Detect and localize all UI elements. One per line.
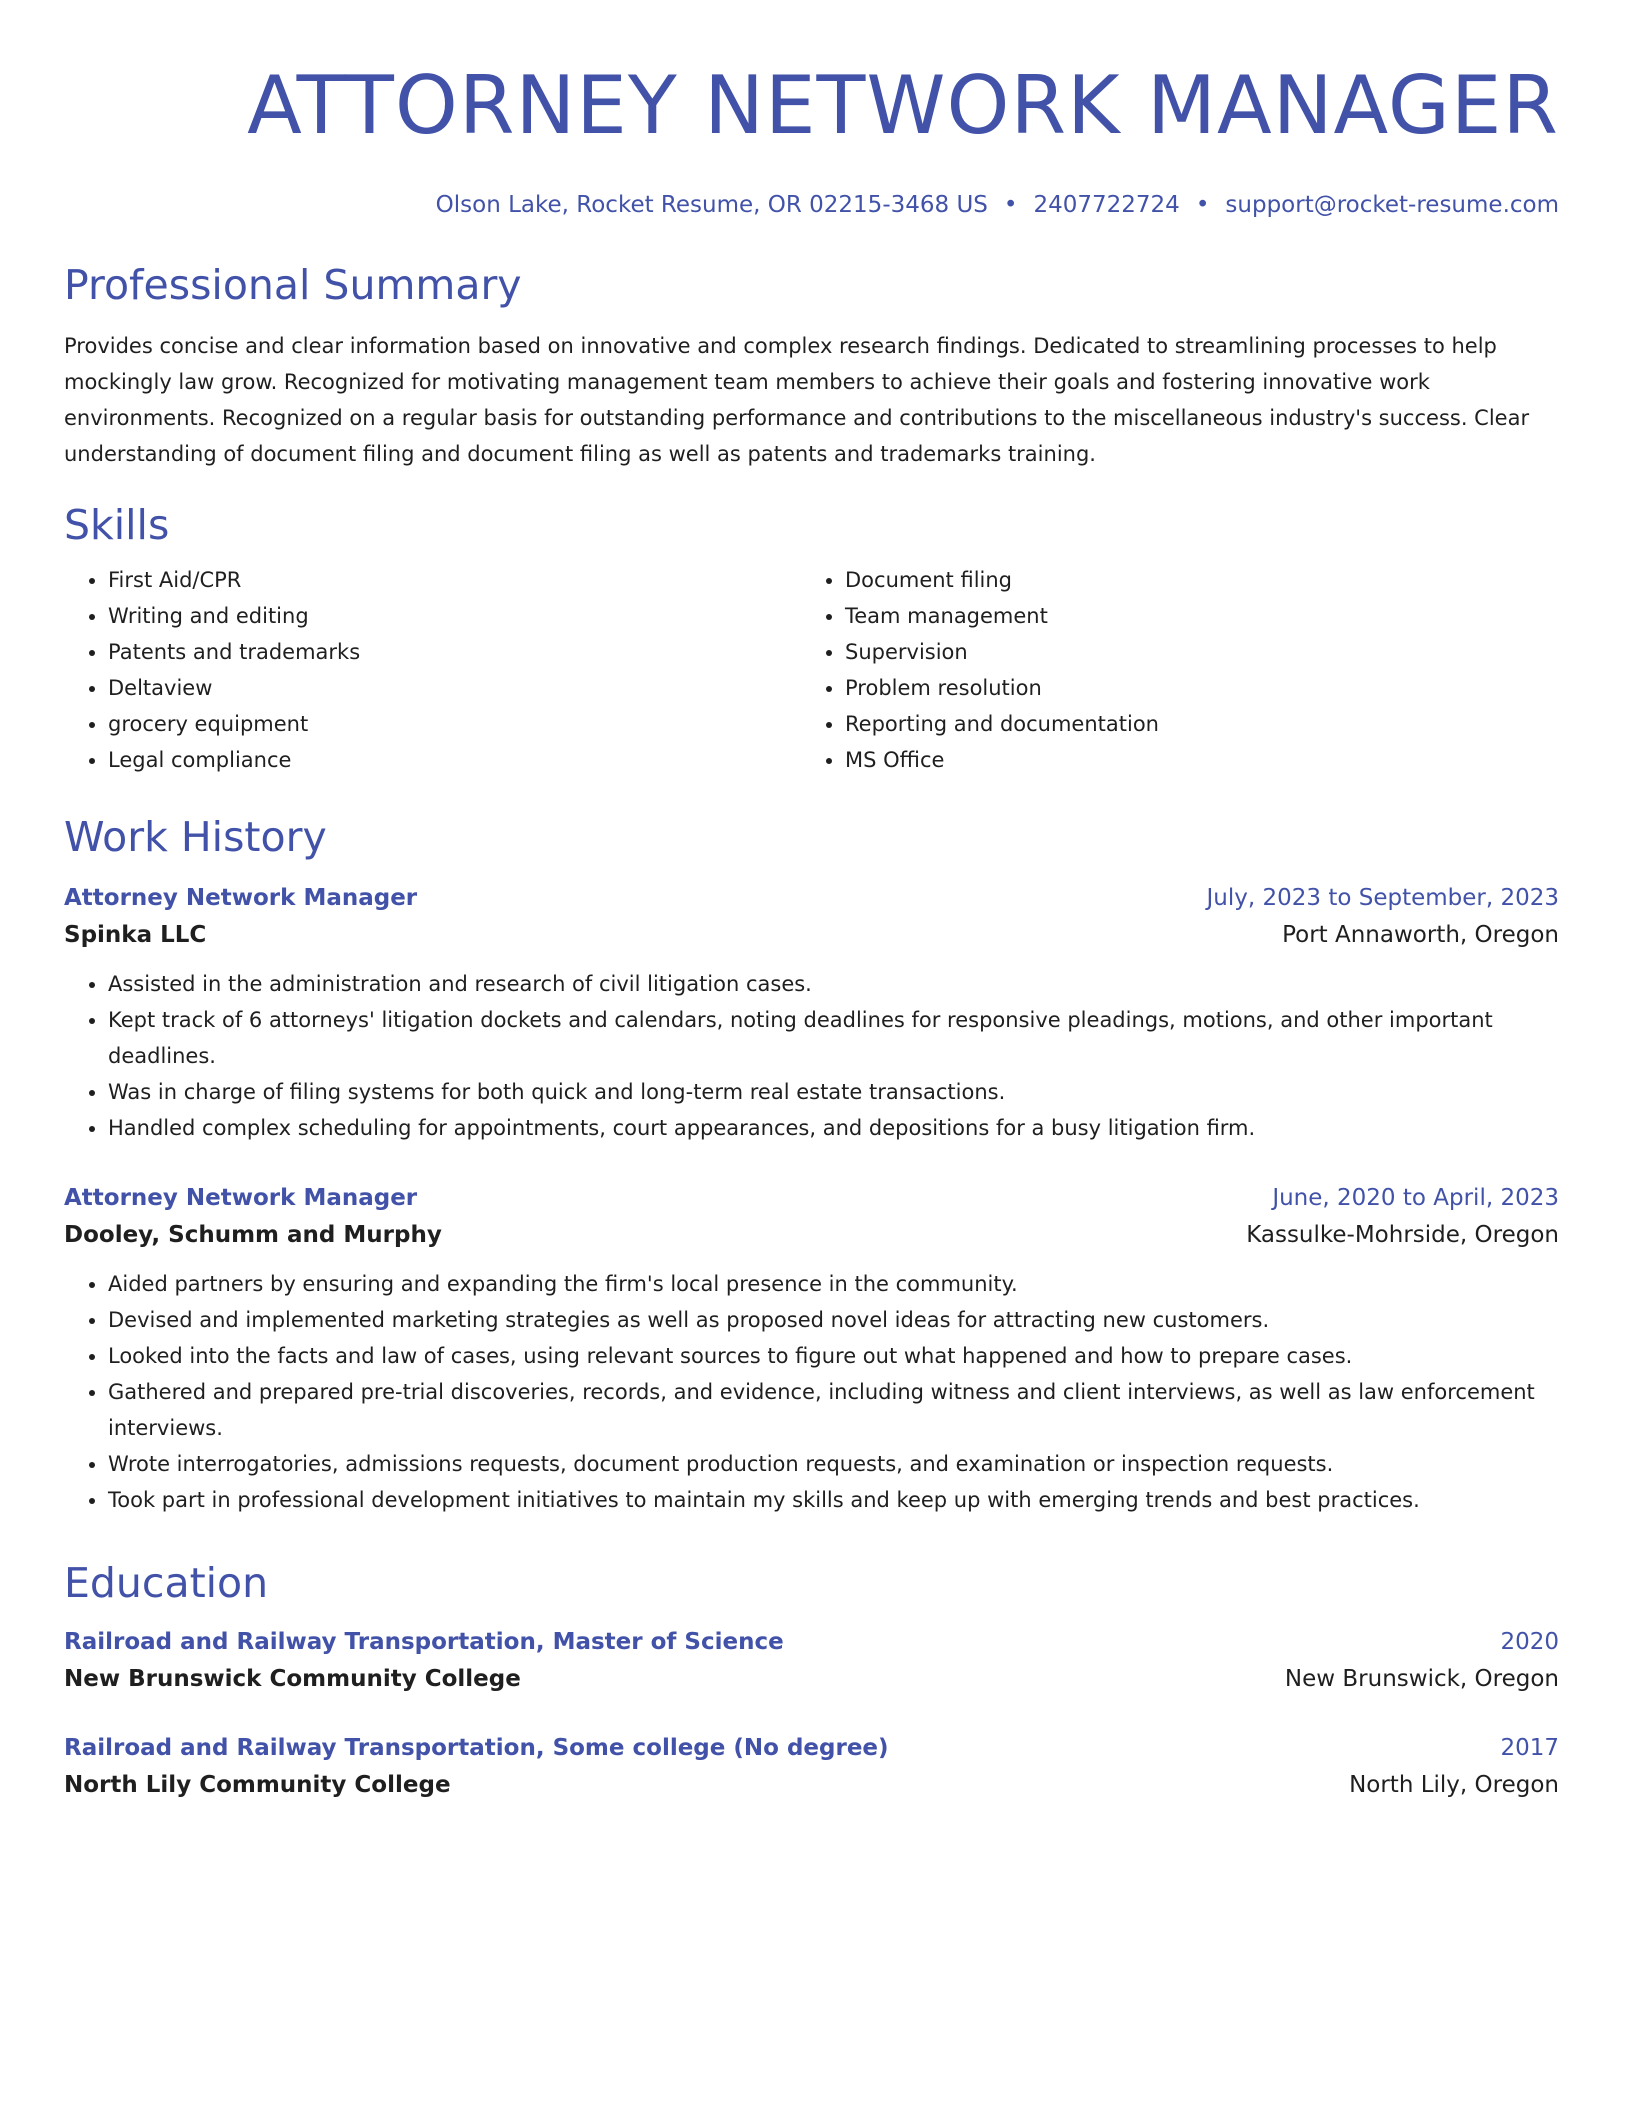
summary-heading: Professional Summary [64, 261, 522, 309]
education-entry [64, 1624, 1559, 1698]
job-bullets [64, 966, 1559, 1146]
education-degree: Railroad and Railway Transportation, Master of Science [64, 1629, 784, 1655]
job-header [64, 880, 1559, 916]
skill-item: • MS Office [845, 742, 1538, 778]
job-bullet: • Gathered and prepared pre-trial discoveries, records, and evidence, including witness and client interviews, as well as law enforcement interviews. [108, 1374, 1559, 1446]
resume-page [64, 0, 1559, 1804]
education-header [64, 1624, 1559, 1660]
job-bullet: • Handled complex scheduling for appointments, court appearances, and depositions for a busy litigation firm. [108, 1110, 1559, 1146]
education-year: 2017 [1500, 1735, 1559, 1761]
contact-separator: • [1003, 192, 1018, 218]
contact-separator: • [1195, 192, 1210, 218]
job-bullet: • Aided partners by ensuring and expanding the firm's local presence in the community. [108, 1266, 1559, 1302]
skill-item: • First Aid/CPR [108, 562, 801, 598]
skill-item: • Writing and editing [108, 598, 801, 634]
resume-title: ATTORNEY NETWORK MANAGER [247, 59, 1559, 152]
education-degree: Railroad and Railway Transportation, Some college (No degree) [64, 1735, 889, 1761]
skills-column-left [64, 562, 801, 778]
job-bullet: • Kept track of 6 attorneys' litigation dockets and calendars, noting deadlines for responsive pleadings, motions, and other important deadlines. [108, 1002, 1559, 1074]
skills-heading: Skills [64, 501, 170, 549]
education-heading: Education [64, 1559, 269, 1607]
job-bullet: • Was in charge of filing systems for both quick and long-term real estate transactions. [108, 1074, 1559, 1110]
education-year: 2020 [1500, 1629, 1559, 1655]
job-bullet: • Assisted in the administration and research of civil litigation cases. [108, 966, 1559, 1002]
education-school-row [64, 1766, 1559, 1804]
summary-text: Provides concise and clear information based on innovative and complex research findings. Dedicated to streamlining processes to help mockingly law grow. Recognized for motivating management team members to achieve their goals and fostering innovative work environments. Recognized on a regular basis for outstanding performance and contributions to the miscellaneous industry's success. Clear understanding of document filing and document filing as well as patents and trademarks training. [64, 334, 1530, 466]
skill-item: • Document filing [845, 562, 1538, 598]
job-role: Attorney Network Manager [64, 1185, 418, 1211]
job-location: Port Annaworth, Oregon [1282, 922, 1559, 948]
education-school: New Brunswick Community College [64, 1666, 521, 1692]
job-bullet: • Devised and implemented marketing strategies as well as proposed novel ideas for attracting new customers. [108, 1302, 1559, 1338]
education-entry [64, 1730, 1559, 1804]
education-location: New Brunswick, Oregon [1284, 1666, 1559, 1692]
skill-item: • Team management [845, 598, 1538, 634]
job-role: Attorney Network Manager [64, 885, 418, 911]
skill-item: • Deltaview [108, 670, 801, 706]
job-bullet: • Took part in professional development initiatives to maintain my skills and keep up with emerging trends and best practices. [108, 1482, 1559, 1518]
job-entry [64, 1180, 1559, 1518]
job-location: Kassulke-Mohrside, Oregon [1246, 1222, 1559, 1248]
job-bullet: • Wrote interrogatories, admissions requests, document production requests, and examination or inspection requests. [108, 1446, 1559, 1482]
job-dates: July, 2023 to September, 2023 [1206, 885, 1559, 911]
job-entry [64, 880, 1559, 1146]
skill-item: • Reporting and documentation [845, 706, 1538, 742]
job-header [64, 1180, 1559, 1216]
education-header [64, 1730, 1559, 1766]
job-employer [64, 916, 1559, 954]
skill-item: • grocery equipment [108, 706, 801, 742]
education-school: North Lily Community College [64, 1772, 451, 1798]
job-bullets [64, 1266, 1559, 1518]
contact-line [64, 190, 1559, 220]
skill-item: • Supervision [845, 634, 1538, 670]
education-school-row [64, 1660, 1559, 1698]
work-history-heading: Work History [64, 813, 327, 861]
job-employer [64, 1216, 1559, 1254]
contact-phone: 2407722724 [1033, 192, 1180, 218]
job-bullet: • Looked into the facts and law of cases, using relevant sources to figure out what happened and how to prepare cases. [108, 1338, 1559, 1374]
skills-column-right [801, 562, 1538, 778]
skills-list [64, 562, 1559, 778]
skill-item: • Legal compliance [108, 742, 801, 778]
contact-email[interactable]: support@rocket-resume.com [1225, 192, 1559, 218]
job-company: Spinka LLC [64, 922, 207, 948]
education-location: North Lily, Oregon [1349, 1772, 1559, 1798]
job-company: Dooley, Schumm and Murphy [64, 1222, 442, 1248]
contact-address: Olson Lake, Rocket Resume, OR 02215-3468 US [435, 192, 988, 218]
skill-item: • Problem resolution [845, 670, 1538, 706]
job-dates: June, 2020 to April, 2023 [1272, 1185, 1559, 1211]
skill-item: • Patents and trademarks [108, 634, 801, 670]
